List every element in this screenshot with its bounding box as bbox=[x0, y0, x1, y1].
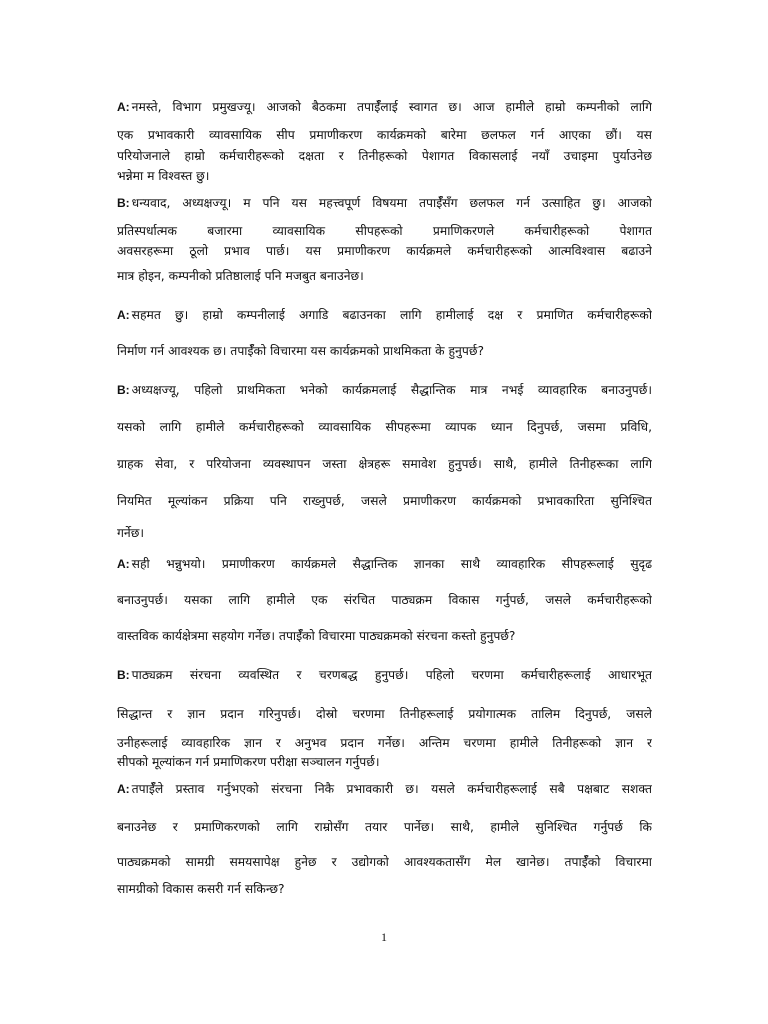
line-text: सिद्धान्त र ज्ञान प्रदान गरिनुपर्छ। दोस्रो चरणमा तिनीहरूलाई प्रयोगात्मक तालिम दिनुपर्छ, जसले bbox=[117, 707, 652, 721]
dialogue-line bbox=[117, 818, 652, 835]
line-text: सही भन्नुभयो। प्रमाणीकरण कार्यक्रमले सैद्धान्तिक ज्ञानका साथै व्यावहारिक सीपहरूलाई सुदृढ bbox=[131, 557, 652, 571]
speaker-label: A: bbox=[117, 557, 130, 571]
line-text: पाठ्यक्रमको सामग्री समयसापेक्ष हुनेछ र उद्योगको आवश्यकतासँग मेल खानेछ। तपाईँको विचारमा bbox=[117, 855, 652, 869]
dialogue-line bbox=[117, 126, 652, 143]
line-text: मात्र होइन, कम्पनीको प्रतिष्ठालाई पनि मजबुत बनाउनेछ। bbox=[117, 269, 364, 283]
speaker-label: B: bbox=[117, 196, 130, 210]
line-text: यसको लागि हामीले कर्मचारीहरूको व्यावसायिक सीपहरूमा व्यापक ध्यान दिनुपर्छ, जसमा प्रविधि, bbox=[117, 420, 652, 434]
dialogue-line bbox=[117, 524, 652, 541]
dialogue-line bbox=[117, 342, 652, 359]
dialogue-line bbox=[117, 306, 652, 323]
dialogue-line bbox=[117, 591, 652, 608]
speaker-label: A: bbox=[117, 308, 130, 322]
speaker-label: A: bbox=[117, 782, 130, 796]
dialogue-line bbox=[117, 194, 652, 211]
dialogue-line bbox=[117, 492, 652, 509]
line-text: नमस्ते, विभाग प्रमुखज्यू। आजको बैठकमा तपाईँलाई स्वागत छ। आज हामीले हाम्रो कम्पनीको लागि bbox=[131, 100, 652, 114]
dialogue-line bbox=[117, 167, 652, 184]
line-text: निर्माण गर्न आवश्यक छ। तपाईँको विचारमा यस कार्यक्रमको प्राथमिकता के हुनुपर्छ? bbox=[117, 344, 484, 358]
line-text: बनाउनेछ र प्रमाणिकरणको लागि राम्रोसँग तयार पार्नेछ। साथै, हामीले सुनिश्चित गर्नुपर्छ कि bbox=[117, 820, 652, 834]
dialogue-line bbox=[117, 98, 652, 115]
line-text: गर्नेछ। bbox=[117, 526, 145, 540]
line-text: बनाउनुपर्छ। यसका लागि हामीले एक संरचित पाठ्यक्रम विकास गर्नुपर्छ, जसले कर्मचारीहरूको bbox=[117, 593, 652, 607]
speaker-label: B: bbox=[117, 383, 130, 397]
dialogue-line bbox=[117, 381, 652, 398]
dialogue-line bbox=[117, 734, 652, 751]
dialogue-line bbox=[117, 780, 652, 797]
line-text: पाठ्यक्रम संरचना व्यवस्थित र चरणबद्ध हुनुपर्छ। पहिलो चरणमा कर्मचारीहरूलाई आधारभूत bbox=[131, 668, 652, 682]
line-text: उनीहरूलाई व्यावहारिक ज्ञान र अनुभव प्रदान गर्नेछ। अन्तिम चरणमा हामीले तिनीहरूको ज्ञान र bbox=[117, 736, 652, 750]
line-text: नियमित मूल्यांकन प्रक्रिया पनि राख्नुपर्छ, जसले प्रमाणीकरण कार्यक्रमको प्रभावकारिता सुनिश्चित bbox=[117, 494, 652, 508]
line-text: प्रतिस्पर्धात्मक बजारमा व्यावसायिक सीपहरूको प्रमाणिकरणले कर्मचारीहरूको पेशागत bbox=[117, 224, 652, 238]
dialogue-line bbox=[117, 627, 652, 644]
dialogue-line bbox=[117, 753, 652, 770]
speaker-label: B: bbox=[117, 668, 130, 682]
line-text: अध्यक्षज्यू, पहिलो प्राथमिकता भनेको कार्यक्रमलाई सैद्धान्तिक मात्र नभई व्यावहारिक बनाउनुपर्छ। bbox=[131, 383, 652, 397]
line-text: सीपको मूल्यांकन गर्न प्रमाणिकरण परीक्षा सञ्चालन गर्नुपर्छ। bbox=[117, 755, 380, 769]
page-number: 1 bbox=[381, 930, 387, 944]
dialogue-line bbox=[117, 455, 652, 472]
dialogue-line bbox=[117, 267, 652, 284]
dialogue-line bbox=[117, 147, 652, 164]
line-text: परियोजनाले हाम्रो कर्मचारीहरूको दक्षता र तिनीहरूको पेशागत विकासलाई नयाँ उचाइमा पुर्याउनेछ bbox=[117, 149, 652, 163]
dialogue-line bbox=[117, 853, 652, 870]
dialogue-line bbox=[117, 418, 652, 435]
line-text: ग्राहक सेवा, र परियोजना व्यवस्थापन जस्ता क्षेत्रहरू समावेश हुनुपर्छ। साथै, हामीले तिनीहरूका लागि bbox=[117, 457, 652, 471]
line-text: भन्नेमा म विश्वस्त छु। bbox=[117, 169, 210, 183]
dialogue-line bbox=[117, 666, 652, 683]
speaker-label: A: bbox=[117, 100, 130, 114]
dialogue-line bbox=[117, 705, 652, 722]
line-text: सामग्रीको विकास कसरी गर्न सकिन्छ? bbox=[117, 882, 285, 896]
line-text: सहमत छु। हाम्रो कम्पनीलाई अगाडि बढाउनका लागि हामीलाई दक्ष र प्रमाणित कर्मचारीहरूको bbox=[131, 308, 652, 322]
line-text: वास्तविक कार्यक्षेत्रमा सहयोग गर्नेछ। तपाईँको विचारमा पाठ्यक्रमको संरचना कस्तो हुनुपर्छ? bbox=[117, 629, 516, 643]
line-text: तपाईँले प्रस्ताव गर्नुभएको संरचना निकै प्रभावकारी छ। यसले कर्मचारीहरूलाई सबै पक्षबाट सशक्त bbox=[131, 782, 652, 796]
line-text: धन्यवाद, अध्यक्षज्यू। म पनि यस महत्त्वपूर्ण विषयमा तपाईँसँग छलफल गर्न उत्साहित छु। आजको bbox=[131, 196, 652, 210]
dialogue-line bbox=[117, 222, 652, 239]
dialogue-line bbox=[117, 880, 652, 897]
dialogue-line bbox=[117, 242, 652, 259]
dialogue-line bbox=[117, 555, 652, 572]
line-text: अवसरहरूमा ठूलो प्रभाव पार्छ। यस प्रमाणीकरण कार्यक्रमले कर्मचारीहरूको आत्मविश्वास बढाउने bbox=[117, 244, 652, 258]
line-text: एक प्रभावकारी व्यावसायिक सीप प्रमाणीकरण कार्यक्रमको बारेमा छलफल गर्न आएका छौं। यस bbox=[117, 128, 652, 142]
